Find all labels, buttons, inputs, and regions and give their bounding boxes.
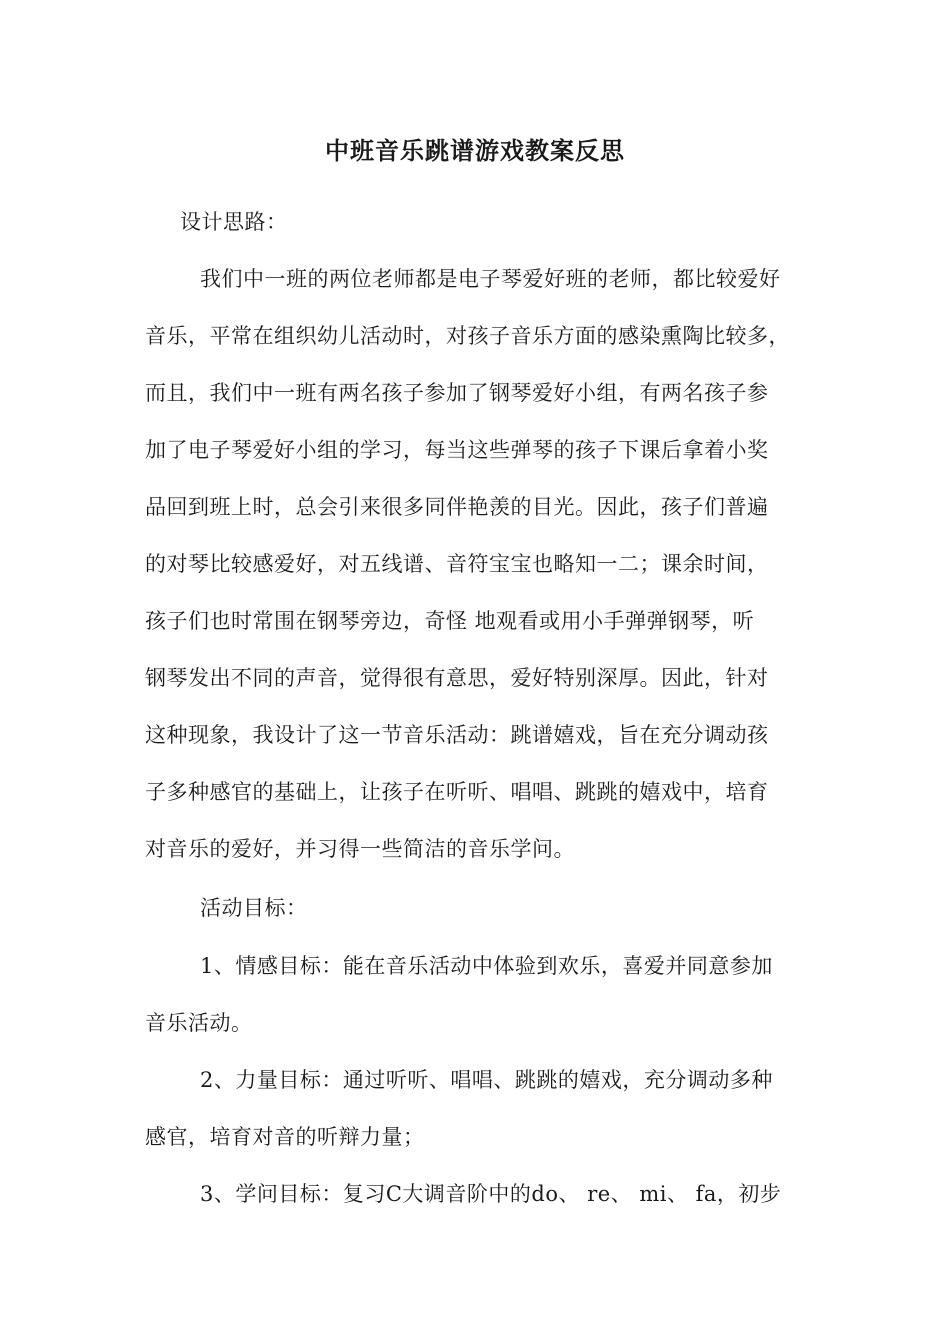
paragraph-line: 这种现象，我设计了这一节音乐活动：跳谱嬉戏，旨在充分调动孩	[145, 723, 769, 747]
paragraph-line: 音乐，平常在组织幼儿活动时，对孩子音乐方面的感染熏陶比较多，	[145, 324, 790, 348]
paragraph-line: 的对琴比较感爱好，对五线谱、音符宝宝也略知一二；课余时间，	[145, 552, 769, 576]
paragraph-line: 孩子们也时常围在钢琴旁边，奇怪 地观看或用小手弹弹钢琴，听	[145, 609, 755, 633]
paragraph-line: 子多种感官的基础上，让孩子在听听、唱唱、跳跳的嬉戏中，培育	[145, 780, 769, 804]
goal-line: 3、学问目标：复习C大调音阶中的do、 re、 mi、 fa，初步	[200, 1182, 782, 1206]
paragraph-line: 我们中一班的两位老师都是电子琴爱好班的老师，都比较爱好	[200, 267, 781, 291]
goal-line: 感官，培育对音的听辩力量；	[145, 1125, 425, 1149]
paragraph-line: 对音乐的爱好，并习得一些简洁的音乐学问。	[145, 837, 575, 861]
paragraph-line: 钢琴发出不同的声音，觉得很有意思，爱好特别深厚。因此，针对	[145, 666, 769, 690]
goal-line: 音乐活动。	[145, 1011, 253, 1035]
paragraph-line: 品回到班上时，总会引来很多同伴艳羡的目光。因此，孩子们普遍	[145, 495, 769, 519]
goal-line: 1、情感目标：能在音乐活动中体验到欢乐，喜爱并同意参加	[200, 954, 773, 978]
goals-heading: 活动目标：	[200, 896, 308, 920]
document-title: 中班音乐跳谱游戏教案反思	[325, 136, 625, 165]
design-heading: 设计思路：	[180, 210, 288, 234]
goal-line: 2、力量目标：通过听听、唱唱、跳跳的嬉戏，充分调动多种	[200, 1068, 773, 1092]
paragraph-line: 加了电子琴爱好小组的学习，每当这些弹琴的孩子下课后拿着小奖	[145, 438, 769, 462]
paragraph-line: 而且，我们中一班有两名孩子参加了钢琴爱好小组，有两名孩子参	[145, 381, 769, 405]
